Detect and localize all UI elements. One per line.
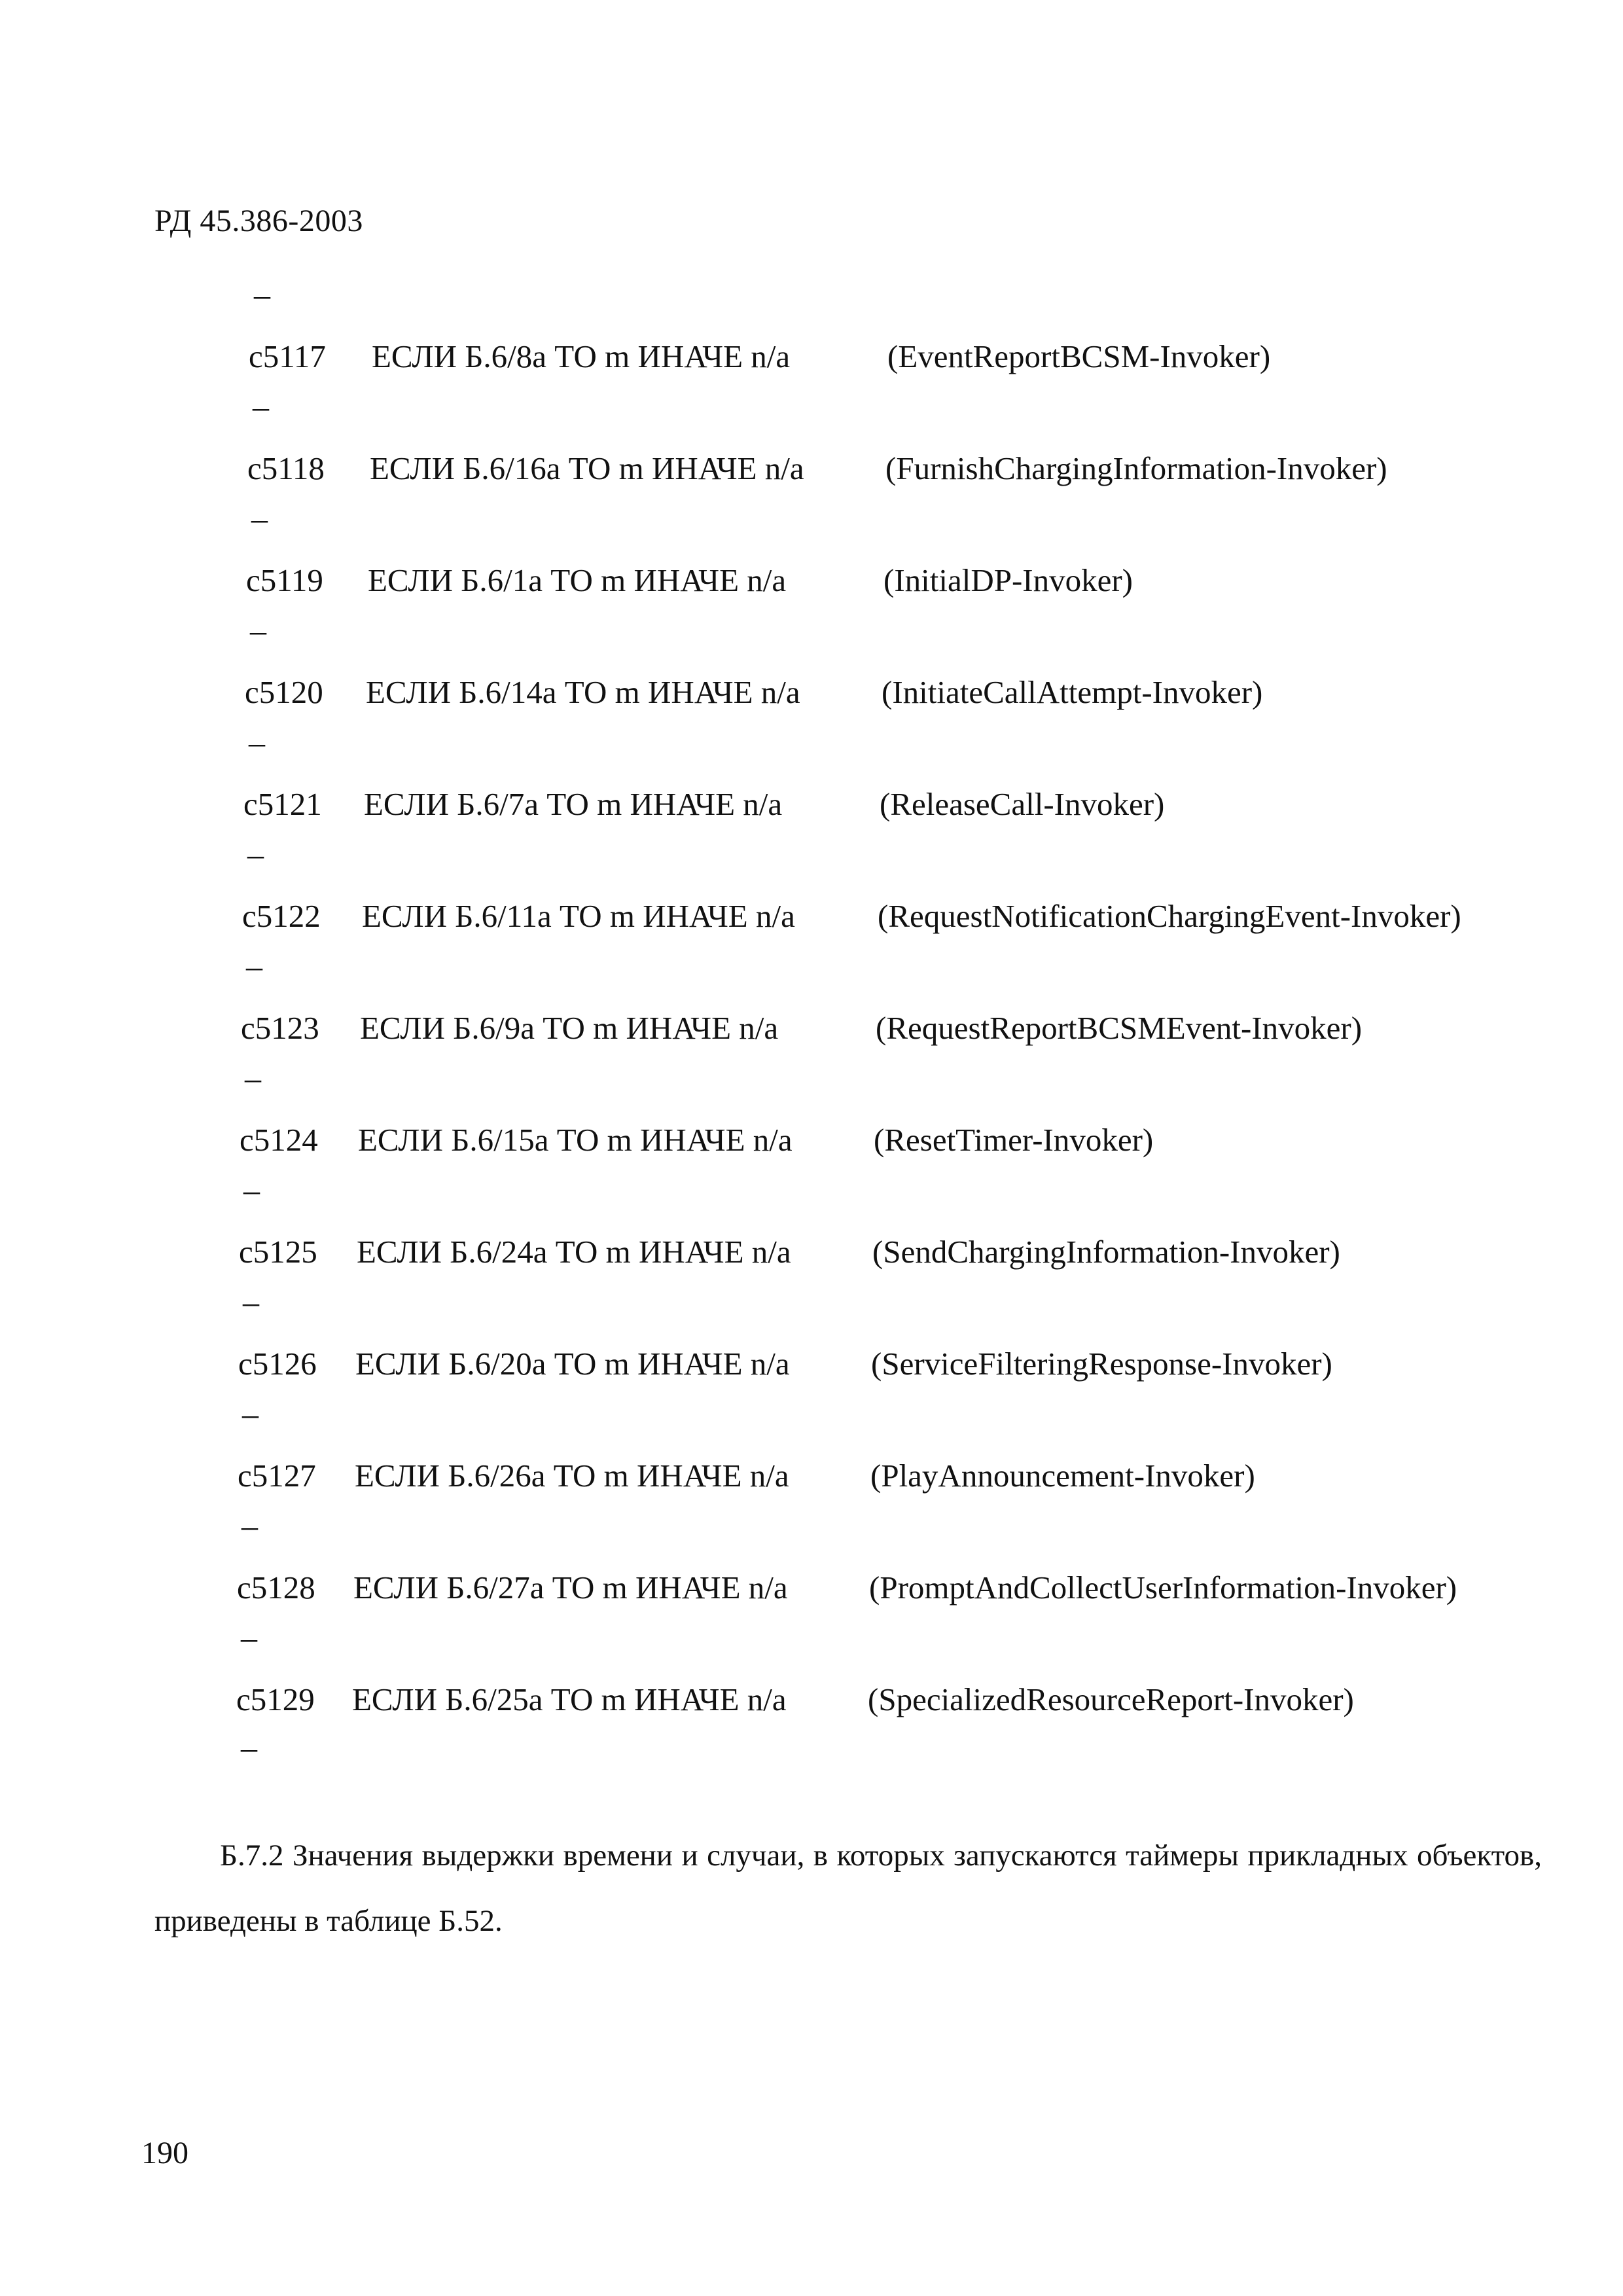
entry-condition: ЕСЛИ Б.6/11а ТО m ИНАЧЕ n/a	[362, 898, 795, 934]
page-number: 190	[141, 2136, 188, 2170]
entry-operation: (ResetTimer-Invoker)	[874, 1122, 1154, 1158]
entry-code: c5128	[237, 1570, 315, 1605]
condition-entry	[0, 1170, 1623, 1282]
condition-entry	[0, 1506, 1623, 1618]
condition-entry	[0, 1394, 1623, 1506]
condition-entry	[0, 275, 1623, 387]
entry-condition: ЕСЛИ Б.6/24а ТО m ИНАЧЕ n/a	[357, 1234, 791, 1270]
entry-condition: ЕСЛИ Б.6/1а ТО m ИНАЧЕ n/a	[368, 562, 787, 598]
condition-entry	[0, 946, 1623, 1058]
section-paragraph: Б.7.2 Значения выдержки времени и случаи, в которых запускаются таймеры прикладных объектов, приведены в таблице Б.52.	[154, 1839, 1542, 1938]
entry-dash: –	[250, 612, 266, 649]
entry-code: c5120	[245, 674, 323, 710]
entry-dash: –	[253, 388, 269, 425]
entry-condition: ЕСЛИ Б.6/20а ТО m ИНАЧЕ n/a	[355, 1346, 790, 1382]
entry-condition: ЕСЛИ Б.6/8а ТО m ИНАЧЕ n/a	[372, 338, 791, 374]
entry-dash: –	[243, 1172, 260, 1208]
entry-dash: –	[246, 948, 262, 984]
entry-operation: (ReleaseCall-Invoker)	[880, 786, 1165, 822]
closing-dash: –	[241, 1729, 257, 1766]
condition-entry	[0, 611, 1623, 723]
entry-code: c5121	[243, 786, 322, 822]
entry-operation: (RequestReportBCSMEvent-Invoker)	[876, 1010, 1363, 1046]
entry-code: c5117	[249, 338, 326, 374]
entry-code: c5119	[246, 562, 323, 598]
entry-operation: (ServiceFilteringResponse-Invoker)	[871, 1346, 1332, 1382]
condition-entry	[0, 1282, 1623, 1394]
entry-code: c5123	[241, 1010, 319, 1046]
entry-dash: –	[243, 1283, 259, 1320]
entry-operation: (InitialDP-Invoker)	[883, 562, 1133, 598]
entry-operation: (EventReportBCSM-Invoker)	[887, 338, 1271, 374]
entry-code: c5122	[242, 898, 321, 934]
entry-operation: (SpecializedResourceReport-Invoker)	[868, 1681, 1354, 1717]
condition-list	[0, 275, 1623, 1730]
condition-entry	[0, 1618, 1623, 1730]
entry-dash: –	[242, 1395, 259, 1432]
entry-operation: (RequestNotificationChargingEvent-Invoker)	[878, 898, 1461, 934]
entry-operation: (InitiateCallAttempt-Invoker)	[882, 674, 1263, 710]
entry-code: c5127	[238, 1458, 316, 1494]
condition-entry	[0, 834, 1623, 946]
entry-condition: ЕСЛИ Б.6/27а ТО m ИНАЧЕ n/a	[353, 1570, 788, 1605]
entry-code: c5118	[247, 450, 325, 486]
entry-condition: ЕСЛИ Б.6/14а ТО m ИНАЧЕ n/a	[366, 674, 800, 710]
entry-dash: –	[247, 836, 264, 872]
document-code-header: РД 45.386-2003	[154, 204, 363, 238]
entry-code: c5126	[238, 1346, 317, 1382]
entry-code: c5129	[236, 1681, 315, 1717]
entry-dash: –	[241, 1507, 258, 1544]
entry-dash: –	[241, 1619, 257, 1656]
entry-dash: –	[254, 276, 270, 313]
entry-condition: ЕСЛИ Б.6/26а ТО m ИНАЧЕ n/a	[355, 1458, 789, 1494]
condition-entry	[0, 1058, 1623, 1170]
entry-condition: ЕСЛИ Б.6/9а ТО m ИНАЧЕ n/a	[360, 1010, 779, 1046]
condition-entry	[0, 723, 1623, 834]
entry-code: c5125	[239, 1234, 317, 1270]
entry-dash: –	[249, 724, 265, 761]
entry-condition: ЕСЛИ Б.6/15а ТО m ИНАЧЕ n/a	[358, 1122, 793, 1158]
entry-condition: ЕСЛИ Б.6/7а ТО m ИНАЧЕ n/a	[364, 786, 783, 822]
entry-operation: (PlayAnnouncement-Invoker)	[870, 1458, 1255, 1494]
entry-condition: ЕСЛИ Б.6/16а ТО m ИНАЧЕ n/a	[370, 450, 804, 486]
condition-entry	[0, 387, 1623, 499]
entry-operation: (SendChargingInformation-Invoker)	[872, 1234, 1340, 1270]
entry-operation: (FurnishChargingInformation-Invoker)	[885, 450, 1387, 486]
entry-dash: –	[245, 1060, 261, 1096]
entry-code: c5124	[240, 1122, 318, 1158]
entry-dash: –	[251, 500, 268, 537]
condition-entry	[0, 499, 1623, 611]
entry-operation: (PromptAndCollectUserInformation-Invoker)	[869, 1570, 1457, 1605]
entry-condition: ЕСЛИ Б.6/25а ТО m ИНАЧЕ n/a	[352, 1681, 787, 1717]
